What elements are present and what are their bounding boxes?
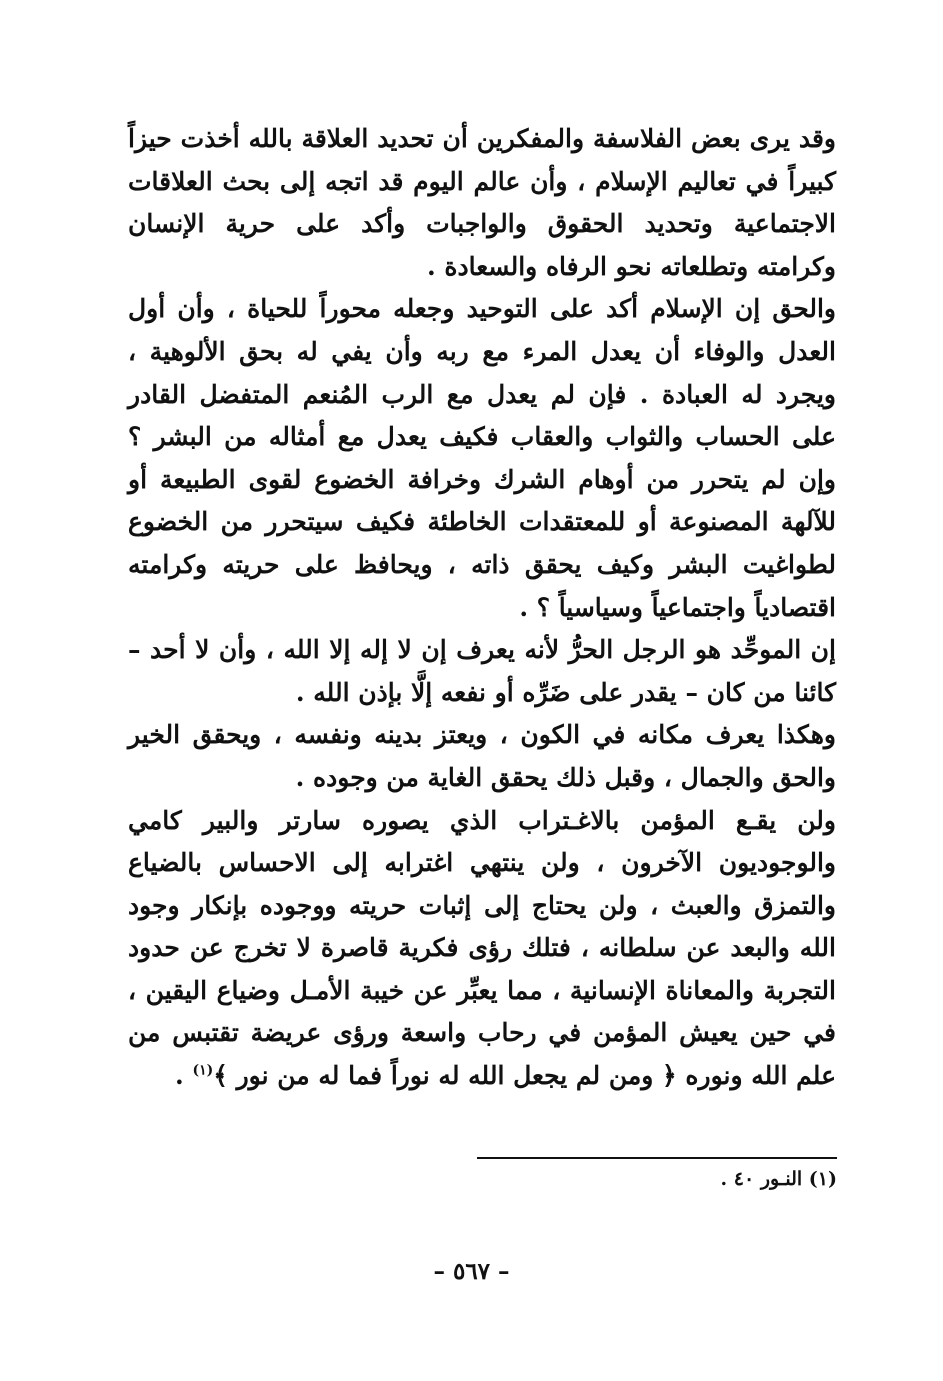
paragraph-3: إن الموحِّد هو الرجل الحرُّ لأنه يعرف إن لا إله إلا الله ، وأن لا أحد – كائنا من كان – يقدر على ضَرِّه أو نفعه إلَّا بإذن الله . — [128, 635, 836, 707]
paragraph-4: وهكذا يعرف مكانه في الكون ، ويعتز بدينه ونفسه ، ويحقق الخير والحق والجمال ، وقبل ذلك يحقق الغاية من وجوده . — [128, 720, 836, 792]
footnote-divider — [477, 1157, 837, 1159]
page-number: – ٥٦٧ – — [433, 1258, 510, 1285]
paragraph-5-text: ولن يقـع المؤمن بالاغـتراب الذي يصوره سارتر والبير كامي والوجوديون الآخرون ، ولن ينتهي اغترابه إلى الاحساس بالضياع والتمزق والعبث ، ولن يحتاج إلى إثبات حريته ووجوده بإنكار وجود الله والبعد عن سلطانه ، فتلك رؤى فكرية قاصرة لا تخرج عن حدود التجربة والمعاناة الإنسانية ، مما يعبِّر عن خيبة الأمـل وضياع اليقين ، في حين يعيش المؤمن في رحاب واسعة ورؤى عريضة تقتبس من علم الله ونوره ﴿ ومن لم يجعل الله له نوراً فما له من نور ﴾ — [128, 805, 836, 1091]
footnote: (١) النـور ٤٠ . — [720, 1168, 837, 1190]
paragraph-1: وقد يرى بعض الفلاسفة والمفكرين أن تحديد العلاقة بالله أخذت حيزاً كبيراً في تعاليم الإسلام ، وأن عالم اليوم قد اتجه إلى بحث العلاقات الاجتماعية وتحديد الحقوق والواجبات وأكد على حرية الإنسان وكرامته وتطلعاته نحو الرفاه والسعادة . — [128, 124, 836, 281]
paragraph-5-end: . — [175, 1061, 193, 1091]
body-text — [128, 118, 836, 1098]
paragraph-5 — [128, 800, 836, 1098]
footnote-reference[interactable]: (١) — [192, 1062, 214, 1079]
paragraph-2: والحق إن الإسلام أكد على التوحيد وجعله محوراً للحياة ، وأن أول العدل والوفاء أن يعدل المرء مع ربه وأن يفي له بحق الألوهية ، ويجرد له العبادة . فإن لم يعدل مع الرب المُنعم المتفضل القادر على الحساب والثواب والعقاب فكيف يعدل مع أمثاله من البشر ؟ وإن لم يتحرر من أوهام الشرك وخرافة الخضوع لقوى الطبيعة أو للآلهة المصنوعة أو للمعتقدات الخاطئة فكيف سيتحرر من الخضوع لطواغيت البشر وكيف يحقق ذاته ، ويحافظ على حريته وكرامته اقتصادياً واجتماعياً وسياسياً ؟ . — [128, 294, 836, 622]
